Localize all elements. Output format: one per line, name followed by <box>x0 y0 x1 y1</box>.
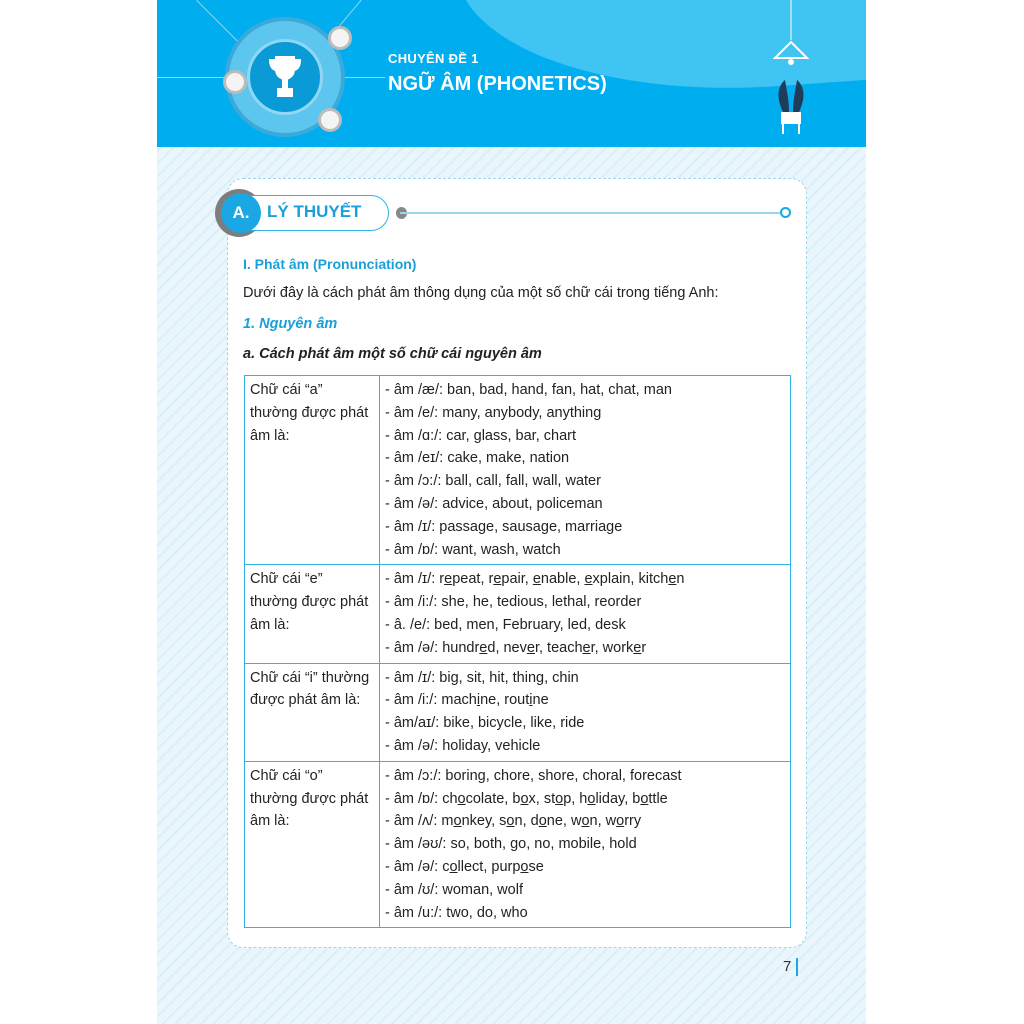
pronunciation-line <box>385 689 785 712</box>
decorative-ball <box>318 108 342 132</box>
decorative-ray <box>345 77 385 78</box>
line-text: x, st <box>528 790 556 807</box>
pronunciation-line <box>385 902 785 925</box>
line-text: nable, <box>540 571 585 588</box>
underlined-letter: o <box>555 790 564 807</box>
line-text: ne, w <box>546 813 582 830</box>
heading-vowels: 1. Nguyên âm <box>243 316 338 332</box>
letter-label: Chữ cái “e” thường được phát âm là: <box>245 565 380 663</box>
line-text: - âm /æ/: ban, bad, hand, fan, hat, chat, man <box>385 382 672 398</box>
line-text: - â. /e/: bed, men, February, led, desk <box>385 616 626 633</box>
trophy-icon <box>247 39 323 115</box>
underlined-letter: e <box>526 639 535 656</box>
underlined-letter: o <box>581 813 590 830</box>
underlined-letter: o <box>520 790 529 807</box>
line-text: n, d <box>514 813 539 830</box>
line-text: n <box>676 571 685 588</box>
pronunciation-line <box>385 735 785 758</box>
pronunciation-list <box>380 376 791 565</box>
pronunciation-line <box>385 591 785 614</box>
line-text: - âm /ʌ/: m <box>385 813 454 830</box>
letter-label: Chữ cái “a” thường được phát âm là: <box>245 376 380 565</box>
underlined-letter: i <box>476 692 481 709</box>
line-text: - âm /ɔ:/: ball, call, fall, wall, water <box>385 473 601 490</box>
underlined-letter: e <box>532 571 541 588</box>
underlined-letter: o <box>538 813 547 830</box>
pronunciation-line <box>385 493 785 516</box>
table-row <box>245 663 791 761</box>
underlined-letter: o <box>587 790 596 807</box>
line-text: - âm /ə/: advice, about, policeman <box>385 495 603 512</box>
line-text: - âm /i:/: she, he, tedious, lethal, reorder <box>385 594 642 611</box>
vowel-table <box>244 375 791 928</box>
decorative-ray <box>196 0 239 43</box>
page-number-bar <box>796 958 798 976</box>
underlined-letter: o <box>616 813 625 830</box>
underlined-letter: e <box>493 571 502 588</box>
line-text: pair, <box>501 571 533 588</box>
line-text: - âm /ɒ/: ch <box>385 790 458 807</box>
pronunciation-line <box>385 568 785 591</box>
line-text: - âm /ɔ:/: boring, chore, shore, choral, forecast <box>385 767 682 784</box>
underlined-letter: e <box>633 639 642 656</box>
pronunciation-list <box>380 663 791 761</box>
underlined-letter: o <box>453 813 462 830</box>
line-text: d, nev <box>487 639 527 656</box>
pronunciation-line <box>385 447 785 470</box>
line-text: rry <box>624 813 642 830</box>
intro-text: Dưới đây là cách phát âm thông dụng của một số chữ cái trong tiếng Anh: <box>243 285 719 301</box>
underlined-letter: o <box>449 858 458 875</box>
letter-label: Chữ cái “i” thường được phát âm là: <box>245 663 380 761</box>
pronunciation-list <box>380 565 791 663</box>
pronunciation-line <box>385 637 785 660</box>
pronunciation-line <box>385 856 785 879</box>
line-text: colate, b <box>465 790 521 807</box>
pronunciation-line <box>385 765 785 788</box>
line-text: - âm/aɪ/: bike, bicycle, like, ride <box>385 715 585 732</box>
line-text: r <box>641 639 647 656</box>
line-text: - âm /ʊ/: woman, wolf <box>385 881 523 898</box>
line-text: - âm /ɑ:/: car, glass, bar, chart <box>385 427 576 444</box>
line-text: xplain, kitch <box>592 571 669 588</box>
pronunciation-line <box>385 788 785 811</box>
line-text: - âm /e/: many, anybody, anything <box>385 404 602 421</box>
line-text: - âm /ɪ/: big, sit, hit, thing, chin <box>385 669 579 686</box>
pronunciation-line <box>385 712 785 735</box>
line-text: - âm /ɪ/: r <box>385 571 445 588</box>
line-text: - âm /ə/: holiday, vehicle <box>385 737 541 754</box>
underlined-letter: i <box>529 692 533 709</box>
pronunciation-line <box>385 879 785 902</box>
table-row <box>245 761 791 928</box>
line-text: se <box>528 858 544 875</box>
pronunciation-line <box>385 833 785 856</box>
chapter-label: CHUYÊN ĐỀ 1 <box>388 51 479 66</box>
line-text: n, w <box>589 813 617 830</box>
pronunciation-line <box>385 470 785 493</box>
pronunciation-list <box>380 761 791 928</box>
line-text: ne, rout <box>480 692 530 709</box>
pronunciation-line <box>385 667 785 690</box>
line-text: r, work <box>590 639 634 656</box>
line-text: - âm /i:/: mach <box>385 692 477 709</box>
underlined-letter: o <box>640 790 649 807</box>
letter-label: Chữ cái “o” thường được phát âm là: <box>245 761 380 928</box>
underlined-letter: e <box>584 571 593 588</box>
table-row <box>245 376 791 565</box>
underlined-letter: e <box>582 639 591 656</box>
line-text: - âm /eɪ/: cake, make, nation <box>385 450 570 467</box>
underlined-letter: o <box>520 858 529 875</box>
pronunciation-line <box>385 614 785 637</box>
lamp-plant-icon <box>761 0 821 140</box>
line-text: - âm /ə/: hundr <box>385 639 480 656</box>
line-text: - âm /ɪ/: passage, sausage, marriage <box>385 518 623 535</box>
table-row <box>245 565 791 663</box>
chapter-header <box>157 0 866 147</box>
underlined-letter: o <box>457 790 466 807</box>
line-text: ttle <box>648 790 668 807</box>
line-text: - âm /ɒ/: want, wash, watch <box>385 541 561 558</box>
underlined-letter: e <box>668 571 677 588</box>
line-text: llect, purp <box>457 858 521 875</box>
section-heading <box>215 189 405 237</box>
heading-vowel-letters: a. Cách phát âm một số chữ cái nguyên âm <box>243 346 542 362</box>
content-card <box>227 178 807 948</box>
page-number: 7 <box>783 958 792 975</box>
line-text: r, teach <box>534 639 583 656</box>
line-text: peat, r <box>452 571 494 588</box>
section-letter: A. <box>221 193 261 233</box>
pronunciation-line <box>385 810 785 833</box>
section-title: LÝ THUYẾT <box>267 202 362 221</box>
underlined-letter: e <box>479 639 488 656</box>
line-text: - âm /ə/: c <box>385 858 450 875</box>
heading-pronunciation: I. Phát âm (Pronunciation) <box>243 256 417 272</box>
line-text: liday, b <box>595 790 641 807</box>
divider-end-icon <box>780 207 791 218</box>
line-text: ne <box>532 692 549 709</box>
decorative-ray <box>157 77 227 78</box>
underlined-letter: e <box>444 571 453 588</box>
document-page <box>157 0 866 1024</box>
decorative-ball <box>328 26 352 50</box>
pronunciation-line <box>385 402 785 425</box>
decorative-ball <box>223 70 247 94</box>
line-text: nkey, s <box>461 813 507 830</box>
pronunciation-line <box>385 379 785 402</box>
pronunciation-line <box>385 516 785 539</box>
line-text: p, h <box>563 790 588 807</box>
pronunciation-line <box>385 539 785 562</box>
underlined-letter: o <box>506 813 515 830</box>
divider <box>400 212 780 214</box>
pronunciation-line <box>385 425 785 448</box>
line-text: - âm /əʊ/: so, both, go, no, mobile, hold <box>385 836 637 853</box>
line-text: - âm /u:/: two, do, who <box>385 904 528 921</box>
chapter-title: NGỮ ÂM (PHONETICS) <box>388 73 607 95</box>
